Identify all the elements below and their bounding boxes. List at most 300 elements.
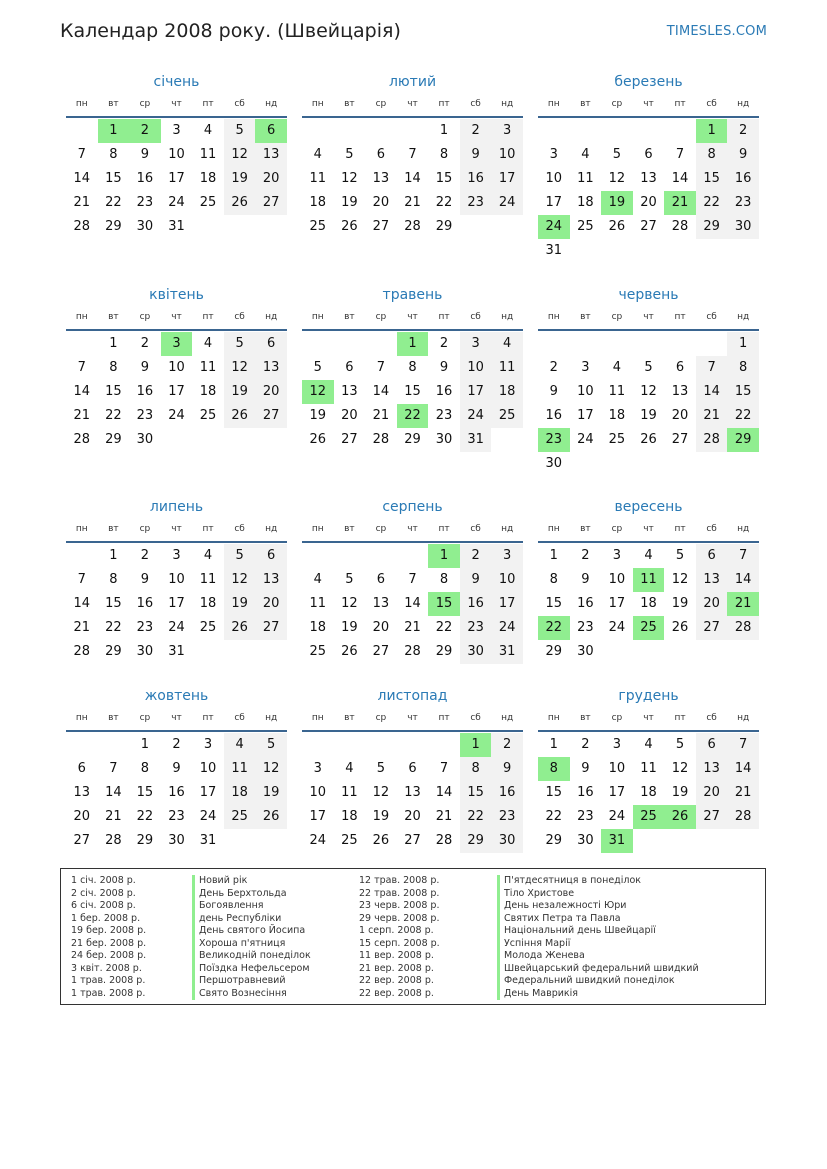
holiday-day-cell: 1: [98, 119, 130, 143]
weekday-label: чт: [407, 524, 418, 534]
day-cell: 2: [439, 336, 449, 351]
day-cell: 6: [345, 360, 354, 375]
day-cell: 25: [309, 219, 327, 234]
day-cell: 9: [460, 143, 492, 167]
empty-cell: [66, 544, 98, 568]
day-cell: 9: [460, 568, 492, 592]
month-6: [538, 285, 759, 476]
day-cell: 17: [491, 592, 523, 616]
day-cell: 3: [491, 119, 523, 143]
day-cell: 12: [341, 596, 358, 611]
month-4: [66, 285, 287, 452]
day-cell: 20: [640, 195, 657, 210]
holiday-day-cell: 21: [727, 592, 759, 616]
day-cell: 7: [727, 544, 759, 568]
day-cell: 31: [199, 833, 217, 848]
day-cell: 2: [460, 544, 492, 568]
month-1: [66, 72, 287, 239]
day-cell: 10: [309, 785, 327, 800]
day-cell: 29: [545, 644, 563, 659]
day-grid: [66, 332, 287, 452]
day-cell: 13: [404, 785, 421, 800]
month-12: [538, 686, 759, 853]
empty-cell: [255, 215, 287, 239]
day-cell: 18: [199, 384, 217, 399]
weekday-label: чт: [171, 713, 182, 723]
day-cell: 15: [404, 384, 421, 399]
legend-date: 21 вер. 2008 р.: [359, 962, 434, 974]
empty-cell: [224, 829, 256, 853]
legend-holiday-name: Хороша п'ятниця: [199, 937, 286, 949]
weekday-label: пт: [674, 312, 686, 322]
weekday-label: вт: [108, 312, 119, 322]
day-cell: 14: [696, 380, 728, 404]
day-cell: 17: [545, 195, 563, 210]
empty-cell: [255, 428, 287, 452]
weekday-label: пн: [547, 99, 560, 109]
day-cell: 20: [671, 408, 689, 423]
day-cell: 11: [199, 147, 217, 162]
day-cell: 1: [549, 737, 558, 752]
day-cell: 21: [105, 809, 122, 824]
weekday-label: пт: [674, 713, 686, 723]
day-cell: 10: [608, 572, 626, 587]
day-cell: 10: [545, 171, 563, 186]
weekday-header: [538, 97, 759, 118]
day-grid: [538, 332, 759, 476]
legend-date: 29 черв. 2008 р.: [359, 912, 440, 924]
day-cell: 28: [671, 219, 689, 234]
weekday-label: вт: [344, 713, 355, 723]
weekday-label: сб: [706, 713, 717, 723]
legend-holiday-name: Свято Вознесіння: [199, 987, 287, 999]
empty-cell: [664, 829, 696, 853]
weekday-label: пт: [202, 312, 214, 322]
weekday-label: ср: [139, 312, 151, 322]
day-cell: 15: [545, 785, 563, 800]
day-cell: 7: [77, 360, 86, 375]
day-cell: 29: [460, 829, 492, 853]
day-cell: 11: [224, 757, 256, 781]
legend-date: 1 бер. 2008 р.: [71, 912, 141, 924]
weekday-label: нд: [265, 99, 278, 109]
day-cell: 17: [577, 408, 594, 423]
day-cell: 22: [136, 809, 154, 824]
day-cell: 5: [313, 360, 322, 375]
empty-cell: [570, 239, 602, 263]
site-link[interactable]: TIMESLES.COM: [666, 24, 767, 39]
weekday-label: сб: [706, 524, 717, 534]
day-cell: 3: [581, 360, 590, 375]
empty-cell: [334, 544, 366, 568]
weekday-label: нд: [737, 524, 750, 534]
weekday-label: нд: [501, 99, 514, 109]
day-cell: 21: [73, 620, 91, 635]
day-cell: 20: [404, 809, 421, 824]
empty-cell: [428, 733, 460, 757]
holiday-day-cell: 12: [302, 380, 334, 404]
holiday-day-cell: 22: [397, 404, 429, 428]
holiday-day-cell: 2: [129, 119, 161, 143]
empty-cell: [224, 215, 256, 239]
day-cell: 14: [404, 596, 421, 611]
day-cell: 16: [168, 785, 185, 800]
day-grid: [66, 544, 287, 664]
day-cell: 27: [404, 833, 421, 848]
weekday-label: ср: [611, 312, 623, 322]
day-cell: 13: [640, 171, 657, 186]
day-cell: 17: [608, 596, 626, 611]
day-cell: 14: [73, 384, 91, 399]
day-cell: 13: [372, 171, 390, 186]
weekday-label: пт: [438, 312, 450, 322]
day-cell: 3: [491, 544, 523, 568]
weekday-label: чт: [643, 99, 654, 109]
day-cell: 14: [73, 596, 91, 611]
empty-cell: [192, 640, 224, 664]
day-cell: 17: [168, 596, 185, 611]
empty-cell: [302, 119, 334, 143]
day-cell: 14: [727, 568, 759, 592]
day-cell: 2: [140, 336, 150, 351]
holiday-day-cell: 1: [397, 332, 429, 356]
empty-cell: [664, 452, 696, 476]
day-cell: 19: [341, 620, 358, 635]
day-cell: 11: [577, 171, 594, 186]
weekday-label: пн: [547, 524, 560, 534]
weekday-label: пт: [674, 524, 686, 534]
empty-cell: [397, 544, 429, 568]
day-cell: 16: [460, 592, 492, 616]
day-cell: 14: [727, 757, 759, 781]
day-cell: 18: [309, 195, 327, 210]
day-cell: 1: [549, 548, 558, 563]
day-cell: 22: [105, 620, 122, 635]
holiday-day-cell: 23: [538, 428, 570, 452]
holiday-day-cell: 8: [538, 757, 570, 781]
day-cell: 22: [460, 805, 492, 829]
day-cell: 19: [671, 596, 689, 611]
day-cell: 17: [309, 809, 327, 824]
day-cell: 13: [696, 568, 728, 592]
day-cell: 13: [255, 356, 287, 380]
day-cell: 29: [545, 833, 563, 848]
day-cell: 14: [671, 171, 689, 186]
day-cell: 20: [372, 620, 390, 635]
empty-cell: [302, 733, 334, 757]
weekday-label: пт: [202, 524, 214, 534]
day-cell: 26: [608, 219, 626, 234]
weekday-label: чт: [407, 312, 418, 322]
day-cell: 26: [671, 620, 689, 635]
day-cell: 13: [372, 596, 390, 611]
day-cell: 15: [727, 380, 759, 404]
day-cell: 27: [255, 404, 287, 428]
day-cell: 13: [696, 757, 728, 781]
day-cell: 18: [608, 408, 626, 423]
day-cell: 5: [224, 332, 256, 356]
weekday-label: пн: [547, 312, 560, 322]
day-cell: 10: [460, 356, 492, 380]
day-cell: 13: [255, 143, 287, 167]
day-cell: 23: [460, 191, 492, 215]
weekday-header: [302, 310, 523, 331]
day-cell: 4: [203, 336, 213, 351]
day-cell: 16: [136, 384, 154, 399]
day-cell: 8: [439, 147, 449, 162]
day-cell: 11: [199, 360, 217, 375]
day-cell: 11: [199, 572, 217, 587]
day-cell: 9: [581, 572, 590, 587]
day-cell: 8: [109, 572, 118, 587]
day-cell: 31: [545, 243, 563, 258]
day-cell: 22: [545, 809, 563, 824]
day-cell: 1: [727, 332, 759, 356]
weekday-label: пн: [75, 713, 88, 723]
weekday-label: чт: [171, 99, 182, 109]
holiday-day-cell: 29: [727, 428, 759, 452]
weekday-label: ср: [611, 524, 623, 534]
weekday-label: нд: [265, 312, 278, 322]
day-cell: 5: [255, 733, 287, 757]
month-2: [302, 72, 523, 239]
day-cell: 27: [255, 616, 287, 640]
weekday-label: пн: [311, 524, 324, 534]
weekday-label: ср: [375, 99, 387, 109]
weekday-label: пн: [311, 99, 324, 109]
day-cell: 15: [545, 596, 563, 611]
empty-cell: [601, 332, 633, 356]
day-cell: 17: [168, 171, 185, 186]
day-cell: 18: [577, 195, 594, 210]
empty-cell: [727, 239, 759, 263]
month-11: [302, 686, 523, 853]
day-cell: 29: [435, 644, 453, 659]
day-cell: 10: [577, 384, 594, 399]
day-cell: 4: [224, 733, 256, 757]
day-cell: 27: [696, 805, 728, 829]
day-grid: [302, 733, 523, 853]
day-cell: 7: [77, 572, 86, 587]
legend-holiday-name: Тіло Христове: [504, 887, 575, 899]
day-cell: 25: [199, 195, 217, 210]
day-cell: 18: [199, 171, 217, 186]
holiday-day-cell: 3: [161, 332, 193, 356]
day-cell: 2: [491, 733, 523, 757]
empty-cell: [696, 452, 728, 476]
legend-date: 22 вер. 2008 р.: [359, 975, 434, 986]
day-cell: 26: [341, 219, 358, 234]
day-cell: 27: [372, 219, 390, 234]
day-grid: [302, 332, 523, 452]
day-cell: 17: [168, 384, 185, 399]
day-cell: 27: [73, 833, 91, 848]
day-cell: 9: [491, 757, 523, 781]
day-cell: 19: [224, 167, 256, 191]
day-cell: 29: [105, 644, 122, 659]
day-cell: 26: [224, 616, 256, 640]
day-cell: 28: [727, 616, 759, 640]
day-cell: 3: [549, 147, 558, 162]
weekday-label: пт: [202, 99, 214, 109]
day-cell: 5: [224, 544, 256, 568]
day-cell: 30: [545, 456, 563, 471]
day-cell: 16: [136, 596, 154, 611]
day-cell: 22: [435, 620, 453, 635]
legend-date: 12 трав. 2008 р.: [359, 875, 440, 886]
day-cell: 19: [255, 781, 287, 805]
day-cell: 8: [408, 360, 417, 375]
day-cell: 27: [372, 644, 390, 659]
weekday-label: пн: [311, 312, 324, 322]
day-cell: 11: [309, 171, 327, 186]
day-cell: 19: [372, 809, 390, 824]
legend-date: 1 трав. 2008 р.: [71, 987, 146, 999]
day-cell: 23: [727, 191, 759, 215]
day-cell: 29: [105, 219, 122, 234]
day-cell: 30: [460, 640, 492, 664]
day-cell: 18: [224, 781, 256, 805]
weekday-header: [66, 97, 287, 118]
weekday-header: [66, 522, 287, 543]
holiday-day-cell: 25: [633, 805, 665, 829]
day-cell: 19: [224, 380, 256, 404]
legend-date: 19 бер. 2008 р.: [71, 925, 147, 936]
weekday-label: вт: [108, 713, 119, 723]
weekday-label: ср: [139, 99, 151, 109]
day-cell: 7: [408, 572, 417, 587]
day-cell: 29: [136, 833, 154, 848]
day-cell: 18: [640, 785, 657, 800]
day-cell: 2: [727, 119, 759, 143]
day-cell: 9: [727, 143, 759, 167]
weekday-header: [302, 522, 523, 543]
day-cell: 4: [644, 548, 653, 563]
day-cell: 26: [255, 805, 287, 829]
day-cell: 24: [577, 432, 594, 447]
day-cell: 21: [404, 620, 421, 635]
day-cell: 26: [372, 833, 390, 848]
weekday-label: нд: [737, 312, 750, 322]
day-cell: 21: [435, 809, 453, 824]
day-cell: 6: [376, 147, 386, 162]
day-cell: 17: [199, 785, 217, 800]
day-cell: 14: [404, 171, 421, 186]
empty-cell: [633, 332, 665, 356]
day-cell: 28: [73, 432, 91, 447]
month-name: липень: [149, 499, 204, 515]
holiday-day-cell: 22: [538, 616, 570, 640]
day-cell: 12: [224, 356, 256, 380]
legend-holiday-name: П'ятдесятниця в понеділок: [504, 875, 642, 886]
day-cell: 10: [608, 761, 626, 776]
empty-cell: [192, 215, 224, 239]
weekday-label: вт: [344, 312, 355, 322]
day-cell: 17: [491, 167, 523, 191]
day-cell: 4: [313, 572, 322, 587]
day-cell: 21: [727, 781, 759, 805]
day-cell: 28: [372, 432, 390, 447]
day-cell: 11: [608, 384, 626, 399]
weekday-label: сб: [470, 713, 481, 723]
day-cell: 28: [73, 644, 91, 659]
legend-date: 22 трав. 2008 р.: [359, 887, 440, 899]
day-cell: 12: [671, 572, 689, 587]
day-cell: 2: [549, 360, 558, 375]
day-cell: 3: [203, 737, 213, 752]
day-cell: 25: [199, 620, 217, 635]
day-cell: 13: [73, 785, 91, 800]
day-cell: 11: [640, 761, 657, 776]
legend-date: 11 вер. 2008 р.: [359, 950, 434, 961]
day-cell: 25: [199, 408, 217, 423]
weekday-label: чт: [407, 713, 418, 723]
day-cell: 24: [168, 195, 185, 210]
weekday-label: нд: [737, 713, 750, 723]
day-cell: 24: [309, 833, 327, 848]
day-cell: 6: [644, 147, 653, 162]
day-cell: 11: [309, 596, 327, 611]
weekday-label: пн: [75, 99, 88, 109]
weekday-label: сб: [234, 312, 245, 322]
day-cell: 16: [577, 785, 594, 800]
weekday-label: сб: [470, 99, 481, 109]
weekday-label: ср: [611, 99, 623, 109]
day-cell: 6: [675, 360, 685, 375]
empty-cell: [365, 119, 397, 143]
weekday-label: нд: [501, 312, 514, 322]
empty-cell: [365, 332, 397, 356]
weekday-label: вт: [344, 524, 355, 534]
empty-cell: [696, 239, 728, 263]
day-cell: 26: [224, 404, 256, 428]
day-cell: 6: [255, 332, 287, 356]
day-cell: 9: [439, 360, 449, 375]
day-cell: 2: [581, 737, 590, 752]
weekday-label: чт: [643, 713, 654, 723]
empty-cell: [98, 733, 130, 757]
day-cell: 30: [136, 432, 154, 447]
day-cell: 12: [255, 757, 287, 781]
day-cell: 2: [140, 548, 150, 563]
day-cell: 6: [696, 544, 728, 568]
day-cell: 27: [255, 191, 287, 215]
day-cell: 29: [105, 432, 122, 447]
day-cell: 15: [460, 781, 492, 805]
day-cell: 12: [224, 143, 256, 167]
legend-dates-right: [359, 875, 440, 1000]
day-cell: 6: [255, 544, 287, 568]
legend-holiday-name: Першотравневий: [199, 975, 286, 986]
empty-cell: [255, 640, 287, 664]
day-cell: 20: [696, 781, 728, 805]
day-cell: 24: [168, 620, 185, 635]
day-cell: 25: [341, 833, 358, 848]
empty-cell: [727, 452, 759, 476]
legend-holiday-name: Новий рік: [199, 875, 248, 886]
empty-cell: [334, 119, 366, 143]
day-cell: 25: [577, 219, 594, 234]
month-name: березень: [614, 74, 683, 90]
weekday-header: [302, 711, 523, 732]
day-cell: 4: [313, 147, 322, 162]
month-3: [538, 72, 759, 263]
empty-cell: [66, 119, 98, 143]
holiday-day-cell: 26: [664, 805, 696, 829]
weekday-label: ср: [375, 524, 387, 534]
day-cell: 31: [168, 219, 185, 234]
day-cell: 20: [255, 592, 287, 616]
